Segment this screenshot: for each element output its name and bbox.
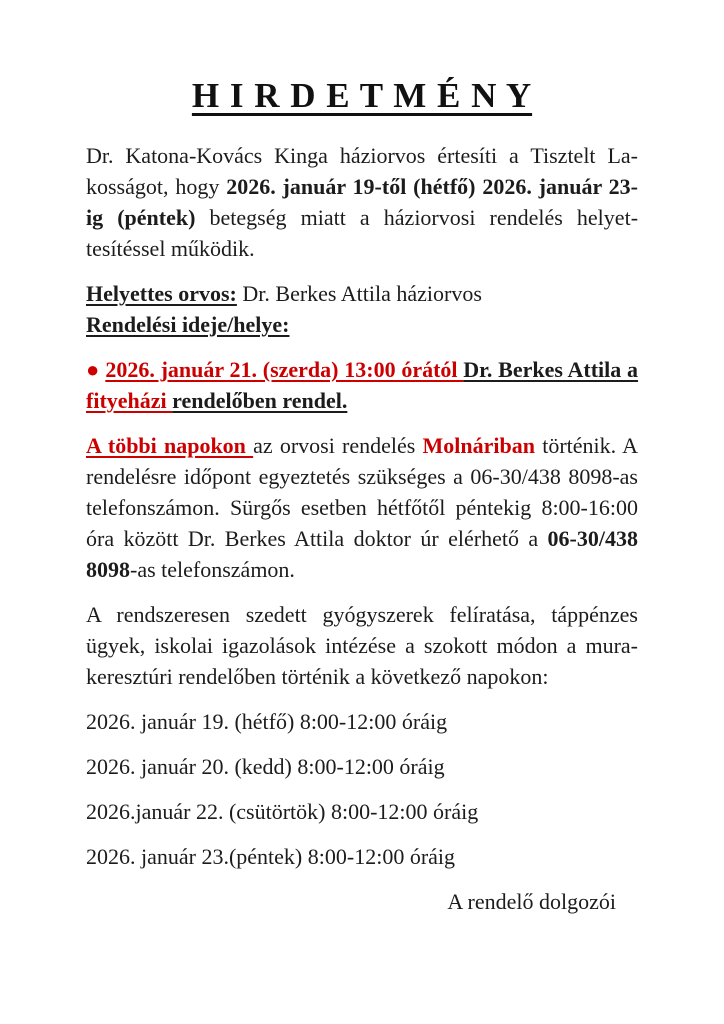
schedule-list bbox=[86, 706, 638, 872]
page-title: H I R D E T M É N Y bbox=[191, 76, 533, 115]
schedule-heading-line bbox=[86, 309, 638, 340]
text-run: történik. A rendelésre időpont egyeztetés szükséges a 06-30/438 8098-as telefonszámon. Sürgős esetben hétfőtől péntekig 8:00-16:00 óra között Dr. Berkes Attila doktor úr elérhető a bbox=[86, 433, 639, 551]
prescriptions-paragraph bbox=[86, 599, 638, 692]
schedule-line: 2026. január 23.(péntek) 8:00-12:00 óráig bbox=[86, 844, 456, 869]
signature: A rendelő dolgozói bbox=[447, 889, 616, 914]
text-run: A többi napokon bbox=[86, 433, 254, 458]
text-run: A rendszeresen szedett gyógyszerek felíratása, táppénzes ügyek, iskolai igazolások intézése a szokott módon a murakeresztúri rendelőben történik a következő napokon: bbox=[86, 602, 638, 689]
text-run: -as telefonszámon. bbox=[130, 557, 295, 582]
schedule-line: 2026. január 20. (kedd) 8:00-12:00 óráig bbox=[86, 754, 445, 779]
text-run: 2026. január 21. (szerda) 13:00 órától bbox=[105, 357, 464, 382]
text-run: fityeházi bbox=[86, 388, 173, 413]
text-run: 06-30/438 8098 bbox=[86, 526, 638, 582]
text-run: Rendelési ideje/helye: bbox=[86, 312, 290, 337]
text-run: Helyettes orvos: bbox=[86, 281, 237, 306]
other-days-paragraph bbox=[86, 430, 638, 585]
text-run: ● bbox=[86, 357, 106, 382]
schedule-line: 2026. január 19. (hétfő) 8:00-12:00 óráig bbox=[86, 709, 448, 734]
text-run: rendelőben rendel. bbox=[172, 388, 348, 413]
text-run: Dr. Berkes Attila háziorvos bbox=[236, 281, 482, 306]
text-run: az orvosi rendelés bbox=[253, 433, 423, 458]
special-session-bullet bbox=[86, 354, 638, 416]
text-run: Molnáriban bbox=[422, 433, 536, 458]
schedule-line: 2026.január 22. (csütörtök) 8:00-12:00 óráig bbox=[86, 799, 479, 824]
text-run: Dr. Berkes Attila a bbox=[463, 357, 639, 382]
substitute-doctor-line bbox=[86, 278, 638, 309]
text-run: 2026. január 19-től (hétfő) 2026. január 23-ig (péntek) bbox=[86, 174, 639, 230]
intro-paragraph bbox=[86, 140, 638, 264]
text-run: Dr. Katona-Kovács Kinga háziorvos értesíti a Tisztelt Lakosságot, hogy bbox=[86, 143, 638, 199]
text-run: betegség miatt a háziorvosi rendelés helyettesítéssel működik. bbox=[86, 205, 639, 261]
